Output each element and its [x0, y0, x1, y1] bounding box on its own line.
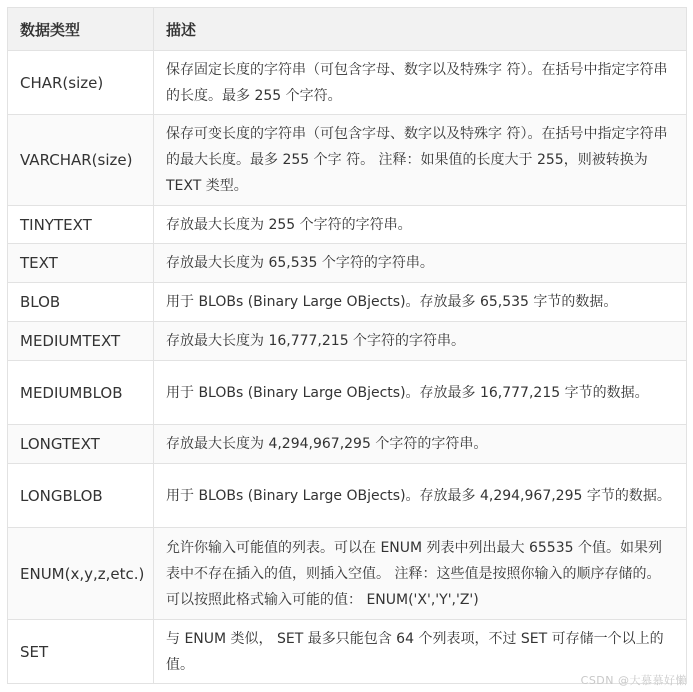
type-cell: TINYTEXT	[8, 206, 154, 244]
csdn-watermark: CSDN @大慕慕好懒	[580, 674, 687, 687]
table-row	[8, 528, 687, 620]
type-cell: CHAR(size)	[8, 51, 154, 115]
header-description: 描述	[154, 8, 687, 51]
type-cell: LONGBLOB	[8, 464, 154, 528]
header-data-type: 数据类型	[8, 8, 154, 51]
table-row	[8, 283, 687, 322]
description-cell: 保存可变长度的字符串（可包含字母、数字以及特殊字 符）。在括号中指定字符串的最大长度。最多 255 个字 符。 注释：如果值的长度大于 255，则被转换为 TEXT 类型。	[154, 115, 687, 206]
type-cell: VARCHAR(size)	[8, 115, 154, 206]
description-cell: 保存固定长度的字符串（可包含字母、数字以及特殊字 符）。在括号中指定字符串的长度。最多 255 个字符。	[154, 51, 687, 115]
table-row	[8, 361, 687, 425]
type-cell: TEXT	[8, 244, 154, 283]
description-cell: 允许你输入可能值的列表。可以在 ENUM 列表中列出最大 65535 个值。如果列表中不存在插入的值，则插入空值。 注释：这些值是按照你输入的顺序存储的。 可以按照此格式输入可能的值： ENUM('X','Y','Z')	[154, 528, 687, 620]
description-cell: 存放最大长度为 65,535 个字符的字符串。	[154, 244, 687, 283]
description-cell: 用于 BLOBs (Binary Large OBjects)。存放最多 16,777,215 字节的数据。	[154, 361, 687, 425]
description-cell: 存放最大长度为 4,294,967,295 个字符的字符串。	[154, 425, 687, 464]
table-row	[8, 115, 687, 206]
table-row	[8, 464, 687, 528]
description-cell: 与 ENUM 类似， SET 最多只能包含 64 个列表项，不过 SET 可存储一个以上的值。	[154, 620, 687, 684]
table-row	[8, 425, 687, 464]
type-cell: SET	[8, 620, 154, 684]
table-row	[8, 51, 687, 115]
table-row	[8, 322, 687, 361]
table-row	[8, 244, 687, 283]
type-cell: ENUM(x,y,z,etc.)	[8, 528, 154, 620]
description-cell: 用于 BLOBs (Binary Large OBjects)。存放最多 4,294,967,295 字节的数据。	[154, 464, 687, 528]
description-cell: 用于 BLOBs (Binary Large OBjects)。存放最多 65,535 字节的数据。	[154, 283, 687, 322]
type-cell: BLOB	[8, 283, 154, 322]
type-cell: MEDIUMTEXT	[8, 322, 154, 361]
table-row	[8, 206, 687, 244]
type-cell: LONGTEXT	[8, 425, 154, 464]
description-cell: 存放最大长度为 255 个字符的字符串。	[154, 206, 687, 244]
type-cell: MEDIUMBLOB	[8, 361, 154, 425]
header-row	[8, 8, 687, 51]
data-types-table	[7, 7, 687, 684]
description-cell: 存放最大长度为 16,777,215 个字符的字符串。	[154, 322, 687, 361]
